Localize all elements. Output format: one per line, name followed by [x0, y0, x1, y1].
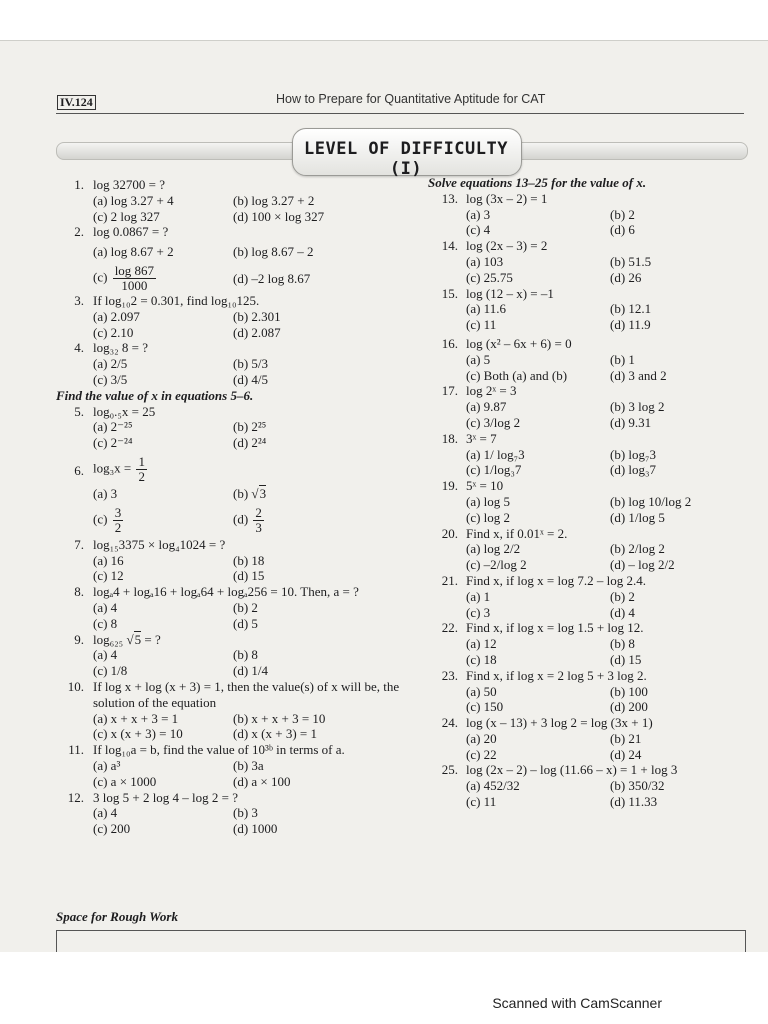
question-stem: 3ˣ = 7: [466, 430, 497, 446]
option-b: (b) log 3.27 + 2: [233, 192, 315, 208]
question-stem: logₐ4 + logₐ16 + logₐ64 + logₐ256 = 10. Then, a = ?: [93, 584, 359, 600]
option-a: (a) 12: [466, 636, 497, 652]
question-number: 2.: [74, 224, 84, 240]
question-24: [426, 715, 726, 762]
options: [426, 684, 726, 716]
question-stem: log₃₂ 8 = ?: [93, 340, 149, 356]
option-c: (c) 2.10: [93, 324, 134, 340]
option-b: (b) 100: [610, 683, 648, 699]
option-c: (c) x (x + 3) = 10: [93, 726, 183, 742]
section-title: LEVEL OF DIFFICULTY (I): [304, 139, 508, 179]
question-number: 7.: [74, 536, 84, 552]
fraction-denominator: 1000: [121, 277, 148, 293]
question-number: 1.: [74, 177, 84, 192]
options: [56, 240, 426, 293]
option-b: (b) 3 log 2: [610, 399, 665, 415]
option-b: (b) 350/32: [610, 778, 665, 794]
options: [56, 419, 426, 451]
question-12: [56, 790, 426, 837]
question-stem: Find x, if log x = log 7.2 – log 2.4.: [466, 572, 646, 588]
section-instruction: Solve equations 13–25 for the value of x.: [428, 175, 647, 190]
option-c: (c) 11: [466, 794, 497, 810]
question-stem: log₆₂₅ √5 = ?: [93, 631, 161, 647]
options: [426, 352, 726, 384]
option-b-label: (b): [233, 485, 249, 501]
option-c: (c) 2⁻²⁴: [93, 435, 133, 451]
question-23: [426, 668, 726, 715]
option-c: (c) 3: [466, 604, 491, 620]
question-stem: 3 log 5 + 2 log 4 – log 2 = ?: [93, 789, 239, 805]
question-number: 12.: [67, 789, 84, 805]
option-a: (a) 2.097: [93, 308, 140, 324]
option-d: (d) 6: [610, 222, 635, 238]
question-stem: log 0.0867 = ?: [93, 224, 169, 240]
option-a: (a) log 5: [466, 493, 511, 509]
question-stem: Find x, if log x = log 1.5 + log 12.: [466, 620, 644, 636]
option-b: (b) 1: [610, 351, 635, 367]
option-c: (c) 25.75: [466, 269, 513, 285]
options: [426, 447, 726, 479]
option-a: (a) 50: [466, 683, 497, 699]
option-b: (b) 2.301: [233, 308, 281, 324]
question-stem: log 2ˣ = 3: [466, 383, 517, 399]
option-c: (c) a × 1000: [93, 773, 157, 789]
option-c: (c) 12: [93, 568, 124, 584]
question-4: [56, 340, 426, 387]
question-number: 13.: [441, 190, 458, 206]
option-b: (b) 12.1: [610, 301, 652, 317]
option-d: (d) 11.9: [610, 317, 651, 333]
option-d: (d) – log 2/2: [610, 557, 675, 573]
option-c: (c) 8: [93, 615, 118, 631]
options: [56, 758, 426, 790]
option-d: (d) 26: [610, 269, 642, 285]
question-number: 18.: [441, 430, 458, 446]
option-d: (d) 4: [610, 604, 635, 620]
options: [56, 193, 426, 225]
photo-background-top: [0, 0, 768, 40]
option-a: (a) x + x + 3 = 1: [93, 710, 179, 726]
option-d: (d) 2.087: [233, 324, 281, 340]
header-rule: [56, 113, 744, 114]
fraction: [136, 455, 147, 484]
option-b: (b) 3a: [233, 757, 264, 773]
option-a: (a) 4: [93, 599, 118, 615]
option-d: (d) –2 log 8.67: [233, 270, 311, 286]
question-stem: log (x – 13) + 3 log 2 = log (3x + 1): [466, 715, 653, 731]
option-d: (d) 4/5: [233, 371, 269, 387]
option-d: [233, 506, 383, 535]
question-11: [56, 742, 426, 789]
option-c: (c) 1/log₃7: [466, 462, 522, 478]
option-a: (a) 9.87: [466, 399, 507, 415]
option-d: (d) 1000: [233, 821, 278, 837]
option-d: (d) 15: [233, 568, 265, 584]
option-c: (c) 18: [466, 651, 497, 667]
question-number: 8.: [74, 584, 84, 600]
option-c: (c) 3/log 2: [466, 414, 521, 430]
question-6: [56, 455, 426, 535]
options: [56, 805, 426, 837]
option-b: (b) 8: [233, 647, 258, 663]
right-column: [426, 175, 726, 810]
options: [56, 486, 426, 535]
option-b: (b) √3: [233, 485, 267, 501]
option-b: (b) 51.5: [610, 253, 652, 269]
options: [426, 254, 726, 286]
fraction-numerator: 1: [138, 453, 145, 469]
question-stem: log (2x – 2) – log (11.66 – x) = 1 + log 3: [466, 762, 678, 778]
question-number: 22.: [441, 620, 458, 636]
fraction-denominator: 2: [138, 468, 145, 484]
question-9: [56, 632, 426, 679]
option-c: (c) Both (a) and (b): [466, 367, 568, 383]
option-a: (a) 452/32: [466, 778, 520, 794]
options: [426, 399, 726, 431]
option-b: (b) 2: [610, 588, 635, 604]
stem-text: log₆₂₅: [93, 631, 124, 647]
question-number: 24.: [441, 715, 458, 731]
options: [426, 301, 726, 333]
option-b: (b) 21: [610, 730, 642, 746]
options: [426, 589, 726, 621]
question-19: [426, 478, 726, 525]
option-a: (a) 11.6: [466, 301, 506, 317]
question-number: 3.: [74, 292, 84, 308]
option-d: (d) 5: [233, 615, 258, 631]
option-c: (c) 2 log 327: [93, 208, 160, 224]
option-d: (d) 11.33: [610, 794, 658, 810]
section-instruction: Find the value of x in equations 5–6.: [56, 387, 254, 403]
option-a: (a) 3: [466, 206, 491, 222]
option-d: (d) 9.31: [610, 414, 652, 430]
question-3: [56, 293, 426, 340]
question-number: 23.: [441, 667, 458, 683]
question-13: [426, 191, 726, 238]
option-b: (b) 2: [610, 206, 635, 222]
question-number: 10.: [67, 678, 84, 694]
options: [426, 636, 726, 668]
option-b: (b) 18: [233, 552, 265, 568]
question-10: [56, 679, 426, 742]
option-a: (a) 20: [466, 730, 497, 746]
running-title: How to Prepare for Quantitative Aptitude for CAT: [276, 92, 546, 106]
question-number: 20.: [441, 525, 458, 541]
stem-text: = ?: [141, 631, 161, 647]
left-column: [56, 177, 426, 837]
question-number: 4.: [74, 340, 84, 356]
option-b: (b) log₇3: [610, 446, 657, 462]
option-d: (d) 3 and 2: [610, 367, 667, 383]
option-a: (a) 1: [466, 588, 491, 604]
option-c: (c) 22: [466, 746, 497, 762]
options: [56, 600, 426, 632]
question-stem: log (2x – 3) = 2: [466, 238, 548, 254]
question-5: [56, 404, 426, 451]
option-b: (b) 5/3: [233, 356, 269, 372]
option-d-label: (d): [233, 511, 249, 527]
question-stem: 5ˣ = 10: [466, 478, 504, 494]
question-1: [56, 177, 426, 224]
options: [426, 207, 726, 239]
question-number: 16.: [441, 335, 458, 351]
question-stem: If log₁₀a = b, find the value of 10³ᵇ in terms of a.: [93, 742, 345, 758]
option-a: (a) 1/ log₇3: [466, 446, 525, 462]
option-b: (b) 2²⁵: [233, 419, 267, 435]
option-c: (c) 3/5: [93, 371, 128, 387]
fraction: [113, 264, 156, 293]
option-d: (d) 1/4: [233, 663, 269, 679]
option-a: (a) 103: [466, 253, 504, 269]
question-number: 6.: [74, 462, 84, 478]
option-b: (b) x + x + 3 = 10: [233, 710, 326, 726]
question-stem: If log₁₀2 = 0.301, find log₁₀125.: [93, 292, 260, 308]
question-stem: log (3x – 2) = 1: [466, 190, 548, 206]
option-a: (a) 4: [93, 805, 118, 821]
option-c: (c) –2/log 2: [466, 557, 527, 573]
option-c-label: (c): [93, 269, 108, 285]
options: [426, 541, 726, 573]
option-c: (c) 11: [466, 317, 497, 333]
option-d: (d) a × 100: [233, 773, 291, 789]
option-c: (c) 150: [466, 699, 504, 715]
option-a: (a) log 2/2: [466, 541, 521, 557]
fraction: [113, 506, 124, 535]
question-stem: log (x² – 6x + 6) = 0: [466, 335, 572, 351]
option-c: (c) 200: [93, 821, 131, 837]
fraction: [253, 506, 264, 535]
fraction-numerator: 2: [255, 504, 262, 520]
options: [56, 356, 426, 388]
question-stem: log (12 – x) = –1: [466, 285, 554, 301]
question-25: [426, 762, 726, 809]
question-17: [426, 383, 726, 430]
option-a: (a) 5: [466, 351, 491, 367]
option-b: (b) log 8.67 – 2: [233, 244, 314, 260]
question-stem: If log x + log (x + 3) = 1, then the value(s) of x will be, the solution of the equation: [93, 678, 400, 710]
stem-text: log₃x =: [93, 460, 132, 476]
option-b: (b) 2/log 2: [610, 541, 665, 557]
question-18: [426, 431, 726, 478]
option-a: (a) 16: [93, 552, 124, 568]
question-stem: log 32700 = ?: [93, 177, 165, 192]
option-d: (d) x (x + 3) = 1: [233, 726, 317, 742]
fraction-numerator: 3: [114, 504, 122, 520]
option-a: (a) 2⁻²⁵: [93, 419, 133, 435]
page-number: IV.124: [57, 95, 96, 110]
fraction-numerator: log 867: [114, 262, 155, 278]
options: [56, 647, 426, 679]
question-number: 5.: [74, 403, 84, 419]
option-d: (d) 15: [610, 651, 642, 667]
question-number: 21.: [441, 572, 458, 588]
option-c: [93, 506, 233, 535]
question-stem: log₁₅3375 × log₄1024 = ?: [93, 536, 226, 552]
option-b: (b) log 10/log 2: [610, 493, 692, 509]
question-stem: [56, 455, 426, 484]
fraction-denominator: 2: [114, 519, 122, 535]
options: [426, 494, 726, 526]
option-a: (a) 4: [93, 647, 118, 663]
options: [56, 309, 426, 341]
radicand: 5: [134, 631, 142, 647]
option-a: (a) log 3.27 + 4: [93, 192, 174, 208]
question-7: [56, 537, 426, 584]
option-c: (c) 4: [466, 222, 491, 238]
question-14: [426, 238, 726, 285]
scanner-watermark: Scanned with CamScanner: [492, 995, 662, 1011]
question-number: 19.: [441, 478, 458, 494]
option-a: (a) 3: [93, 485, 118, 501]
options: [56, 711, 426, 743]
option-b: (b) 8: [610, 636, 635, 652]
option-c: [93, 264, 233, 293]
question-20: [426, 526, 726, 573]
question-number: 9.: [74, 631, 84, 647]
question-number: 14.: [441, 238, 458, 254]
option-c: (c) log 2: [466, 509, 511, 525]
question-16: [426, 336, 726, 383]
option-d: (d) 200: [610, 699, 648, 715]
option-b: (b) 3: [233, 805, 258, 821]
option-a: (a) a³: [93, 757, 121, 773]
option-c: (c) 1/8: [93, 663, 128, 679]
question-2: [56, 224, 426, 293]
question-stem: Find x, if log x = 2 log 5 + 3 log 2.: [466, 667, 647, 683]
option-b: (b) 2: [233, 599, 258, 615]
question-stem: log₀.₅x = 25: [93, 403, 156, 419]
photo-background-bottom: [0, 952, 768, 1024]
fraction-denominator: 3: [255, 519, 262, 535]
option-a: (a) 2/5: [93, 356, 128, 372]
question-number: 25.: [441, 762, 458, 778]
options: [426, 731, 726, 763]
option-d: (d) 2²⁴: [233, 435, 267, 451]
option-c-label: (c): [93, 511, 108, 527]
rough-work-label: Space for Rough Work: [56, 909, 178, 924]
option-d: (d) 100 × log 327: [233, 208, 325, 224]
option-d: (d) 1/log 5: [610, 509, 665, 525]
question-number: 17.: [441, 383, 458, 399]
option-d: (d) 24: [610, 746, 642, 762]
question-22: [426, 620, 726, 667]
question-number: 11.: [68, 742, 84, 758]
question-number: 15.: [441, 285, 458, 301]
option-d: (d) log₃7: [610, 462, 657, 478]
question-stem: Find x, if 0.01ˣ = 2.: [466, 525, 568, 541]
radicand: 3: [259, 485, 267, 501]
options: [56, 553, 426, 585]
options: [426, 778, 726, 810]
option-a: (a) log 8.67 + 2: [93, 244, 174, 260]
question-8: [56, 584, 426, 631]
question-21: [426, 573, 726, 620]
question-15: [426, 286, 726, 333]
